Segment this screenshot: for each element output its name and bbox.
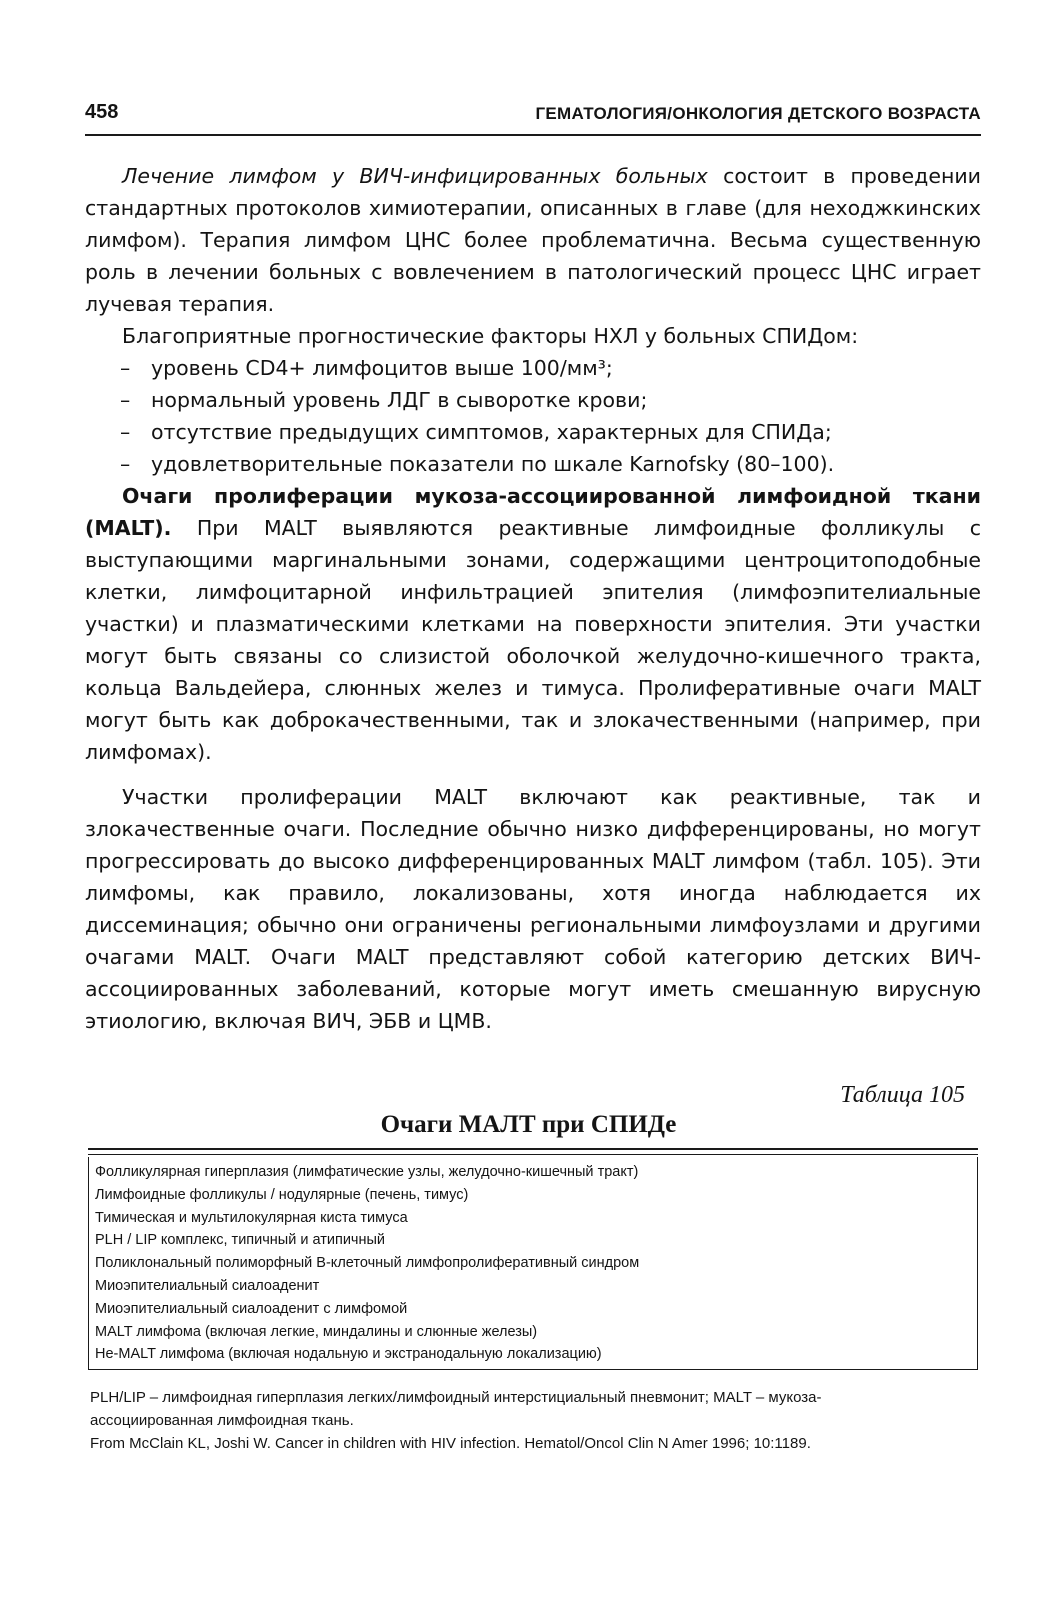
list-item [85, 416, 981, 448]
table-row: Поликлональный полиморфный В-клеточный лимфопролиферативный синдром [95, 1255, 640, 1272]
table-row: Фолликулярная гиперплазия (лимфатические узлы, желудочно-кишечный тракт) [95, 1164, 639, 1180]
list-item [85, 448, 981, 480]
italic-lead: Лечение лимфом у ВИЧ-инфицированных больных [122, 164, 708, 188]
table-body [88, 1157, 978, 1370]
abbreviation-note-cont: ассоциированная лимфоидная ткань. [90, 1412, 354, 1429]
running-title: ГЕМАТОЛОГИЯ/ОНКОЛОГИЯ ДЕТСКОГО ВОЗРАСТА [535, 104, 981, 123]
table-row: Тимическая и мультилокулярная киста тимуса [95, 1209, 408, 1226]
list-item-text: отсутствие предыдущих симптомов, характерных для СПИДа; [151, 420, 832, 444]
paragraph-malt-sites: Участки пролиферации MALT включают как реактивные, так и злокачественные очаги. Последние обычно низко дифференцированы, но могут прогрессировать до высоко дифференцированных MALT лимфом (табл. 105). Эти лимфомы, как правило, локализованы, хотя иногда наблюдается их диссеминация; обычно они ограничены региональными лимфоузлами и другими очагами MALT. Очаги MALT представляют собой категорию детских ВИЧ-ассоциированных заболеваний, которые могут иметь смешанную вирусную этиологию, включая ВИЧ, ЭБВ и ЦМВ. [85, 785, 981, 1033]
table-row: Миоэпителиальный сиалоаденит [95, 1277, 320, 1294]
list-item-text: нормальный уровень ЛДГ в сыворотке крови; [151, 388, 648, 412]
list-dash: – [120, 452, 131, 476]
body-text [85, 160, 981, 1037]
list-dash: – [120, 388, 131, 412]
table-row: MALT лимфома (включая легкие, миндалины и слюнные железы) [95, 1323, 538, 1340]
header-rule [85, 134, 981, 136]
table-number: Таблица 105 [840, 1082, 965, 1108]
list-item-text: удовлетворительные показатели по шкале Karnofsky (80–100). [151, 452, 835, 476]
page-number: 458 [85, 101, 119, 123]
paragraph-text: При MALT выявляются реактивные лимфоидные фолликулы с выступающими маргинальными зонами, содержащими центроцитоподобные клетки, лимфоцитарной инфильтрацией эпителия (лимфоэпителиальные участки) и плазматическими клетками на поверхности эпителия. Эти участки могут быть связаны со слизистой оболочкой желудочно-кишечного тракта, кольца Вальдейера, слюнных желез и тимуса. Пролиферативные очаги MALT могут быть как доброкачественными, так и злокачественными (например, при лимфомах). [85, 516, 981, 764]
list-item [85, 384, 981, 416]
table-row: PLH / LIP комплекс, типичный и атипичный [95, 1232, 386, 1249]
paragraph-treatment [85, 160, 981, 320]
table-top-rule [88, 1148, 978, 1155]
table-row: Лимфоидные фолликулы / нодулярные (печень, тимус) [95, 1186, 469, 1203]
table-row: Не-MALT лимфома (включая нодальную и экстранодальную локализацию) [95, 1346, 602, 1363]
paragraph-malt [85, 480, 981, 768]
factor-list [85, 352, 981, 480]
list-item [85, 352, 981, 384]
bold-heading: Очаги пролиферации мукоза-ассоциированной лимфоидной ткани (MALT). [85, 484, 981, 540]
running-header [85, 101, 981, 133]
list-dash: – [120, 420, 131, 444]
paragraph-factors: Благоприятные прогностические факторы НХЛ у больных СПИДом: [122, 324, 859, 348]
source-citation: From McClain KL, Joshi W. Cancer in children with HIV infection. Hematol/Oncol Clin N Amer 1996; 10:1189. [90, 1435, 811, 1452]
table-notes [90, 1386, 970, 1455]
table [88, 1148, 978, 1370]
list-item-text: уровень CD4+ лимфоцитов выше 100/мм³; [151, 356, 613, 380]
abbreviation-note: PLH/LIP – лимфоидная гиперплазия легких/лимфоидный интерстициальный пневмонит; MALT – мукоза- [90, 1389, 822, 1406]
table-row: Миоэпителиальный сиалоаденит с лимфомой [95, 1300, 408, 1317]
list-dash: – [120, 356, 131, 380]
table-title: Очаги МАЛТ при СПИДе [380, 1111, 677, 1138]
paragraph-text: состоит в проведении стандартных протоколов химиотерапии, описанных в главе (для неходжкинских лимфом). Терапия лимфом ЦНС более проблематична. Весьма существенную роль в лечении больных с вовлечением в патологический процесс ЦНС играет лучевая терапия. [85, 164, 982, 316]
